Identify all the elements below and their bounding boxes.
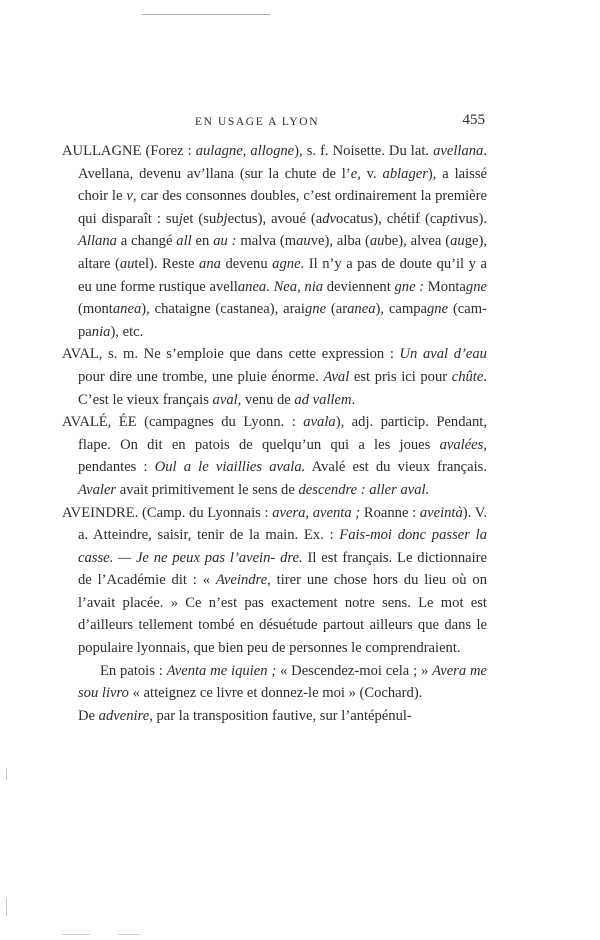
paragraph-etymology	[62, 705, 487, 728]
text-run: deviennent	[323, 278, 395, 295]
italic-run: dv	[322, 210, 337, 227]
italic-run: au	[369, 233, 385, 250]
italic-run: ana	[199, 255, 221, 272]
text-run: ), etc.	[110, 323, 144, 340]
top-rule	[142, 14, 270, 15]
text-run: ivus).	[454, 210, 487, 227]
italic-run: gne	[304, 301, 327, 318]
text-run: En patois :	[100, 662, 167, 679]
entry-avale	[62, 411, 487, 501]
italic-run: avalées	[439, 436, 484, 453]
italic-run: nia	[91, 323, 111, 340]
entry-aval	[62, 343, 487, 411]
text-run: devenu	[220, 255, 273, 272]
text-run: ), a laissé choir le	[78, 165, 487, 205]
italic-run: bj	[216, 210, 228, 227]
entry-aveindre	[62, 502, 487, 660]
text-run: ), s. f. Noisette. Du lat.	[294, 143, 434, 159]
footer-mark	[62, 934, 90, 935]
text-run: et (su	[182, 210, 217, 227]
text-run: Roanne :	[360, 504, 420, 521]
italic-run: au	[296, 233, 311, 250]
italic-run: Aveindre	[215, 572, 268, 589]
italic-run: ablager	[382, 165, 428, 182]
italic-run: Fais-moi donc passer la casse. — Je ne peux pas l’avein- dre.	[78, 527, 487, 566]
text-run: ), chataigne (castanea), arai	[141, 301, 305, 318]
italic-run: aval,	[212, 391, 242, 408]
italic-run: all	[176, 233, 192, 250]
text-run: « atteignez ce livre et donnez-le moi » (Cochard).	[128, 685, 423, 702]
italic-run: avera, aventa ;	[272, 504, 361, 521]
text-run: be), alvea (	[384, 233, 451, 250]
text-run: , v.	[357, 165, 383, 182]
text-run: . C’est le vieux français	[78, 368, 487, 408]
italic-run: gne :	[394, 278, 425, 295]
italic-run: anea	[347, 301, 376, 318]
text-run: AVAL, s. m. Ne s’emploie que dans cette expression :	[62, 346, 400, 363]
text-run: AVALÉ, ÉE (campagnes du Lyonn. :	[62, 414, 304, 431]
italic-run: gne	[465, 278, 487, 295]
text-run: ), campa	[375, 301, 427, 318]
text-run: ), adj. particip. Pendant, flape. On dit en patois de quelqu’un qui a les joues	[78, 414, 487, 453]
text-run: ge), altare (	[78, 233, 487, 272]
text-run: Avalé est du vieux français.	[305, 459, 487, 476]
text-run: , pendantes :	[78, 436, 487, 476]
footer-mark	[118, 934, 140, 935]
italic-run: Un aval d’eau	[399, 346, 487, 363]
text-run: , tirer une chose hors du lieu où on l’avait placée. » Ce n’est pas exactement notre sens. Le mot est d’ailleurs tellement tombé en désuétude partout ailleurs que dans le populaire lyonnais, que bien peu de personnes le comprendraient.	[78, 572, 487, 657]
italic-run: Aventa me iquien ;	[166, 662, 277, 679]
italic-run: anea	[237, 278, 267, 295]
text-run: Monta	[424, 278, 466, 295]
italic-run: au :	[213, 233, 237, 250]
text-run: ocatus), chétif (ca	[336, 210, 443, 227]
text-run: Il est français. Le dictionnaire de l’Académie dit : «	[78, 549, 487, 589]
italic-run: agne	[272, 255, 301, 272]
text-run: a changé	[116, 233, 177, 250]
running-head	[85, 112, 485, 134]
text-run: .	[266, 278, 274, 295]
text-run: en	[191, 233, 214, 250]
italic-run: anea	[112, 301, 142, 318]
paragraph-patois	[62, 660, 487, 705]
italic-run: pt	[442, 210, 455, 227]
text-run: , par la transposition fautive, sur l’antépénul-	[149, 707, 412, 724]
text-run: .	[351, 391, 356, 408]
page-body	[62, 140, 487, 727]
text-run: est pris ici pour	[349, 368, 452, 385]
italic-run: Oul a le viaillies avala.	[154, 459, 306, 476]
italic-run: Allana	[78, 233, 117, 250]
italic-run: avellana	[433, 143, 484, 159]
italic-run: au	[119, 255, 135, 272]
text-run: , car des consonnes doubles, c’est ordinairement la première qui disparaît : su	[78, 188, 487, 227]
text-run: « Descendez-moi cela ; »	[276, 662, 433, 679]
text-run: ve), alba (	[310, 233, 370, 250]
text-run: venu de	[241, 391, 295, 408]
italic-run: Avera me sou livro	[78, 662, 487, 702]
text-run: avait primitivement le sens de	[116, 481, 299, 498]
running-title: EN USAGE A LYON	[195, 116, 320, 128]
text-run: De	[78, 707, 99, 724]
italic-run: advenire	[98, 707, 150, 724]
text-run: tel). Reste	[134, 255, 200, 272]
italic-run: aveintà	[419, 504, 463, 521]
text-run: . Il n’y a pas de doute qu’il y a eu une forme rustique avell	[78, 255, 487, 295]
text-run: AVEINDRE. (Camp. du Lyonnais :	[62, 504, 273, 521]
italic-run: e	[350, 165, 358, 182]
text-run: AULLAGNE (Forez :	[62, 143, 196, 159]
italic-run: avala	[303, 414, 336, 431]
text-run: pour dire une trombe, une pluie énorme.	[78, 368, 324, 385]
italic-run: chûte	[451, 368, 484, 385]
italic-run: v	[126, 188, 133, 205]
page-number: 455	[462, 112, 485, 128]
entry-aullagne	[62, 140, 487, 343]
italic-run: Aval	[323, 368, 350, 385]
text-run: ). V. a. Atteindre, saisir, tenir de la main. Ex. :	[78, 504, 487, 544]
text-run: . Avellana, devenu av’llana (sur la chute de l’	[78, 143, 487, 182]
text-run: malva (m	[236, 233, 297, 250]
text-run: (ar	[326, 301, 348, 318]
italic-run: Avaler	[78, 481, 117, 498]
text-run: (mont	[78, 301, 113, 318]
text-run: (cam- pa	[78, 301, 487, 340]
italic-run: au	[450, 233, 465, 250]
italic-run: ad vallem	[294, 391, 352, 408]
italic-run: j	[178, 210, 183, 227]
text-run: ectus), avoué (a	[227, 210, 323, 227]
italic-run: Nea, nia	[273, 278, 324, 295]
margin-mark	[6, 898, 7, 916]
italic-run: aulagne, allogne	[195, 143, 295, 159]
italic-run: gne	[426, 301, 449, 318]
italic-run: descendre : aller aval.	[298, 481, 430, 498]
margin-mark	[6, 768, 7, 780]
